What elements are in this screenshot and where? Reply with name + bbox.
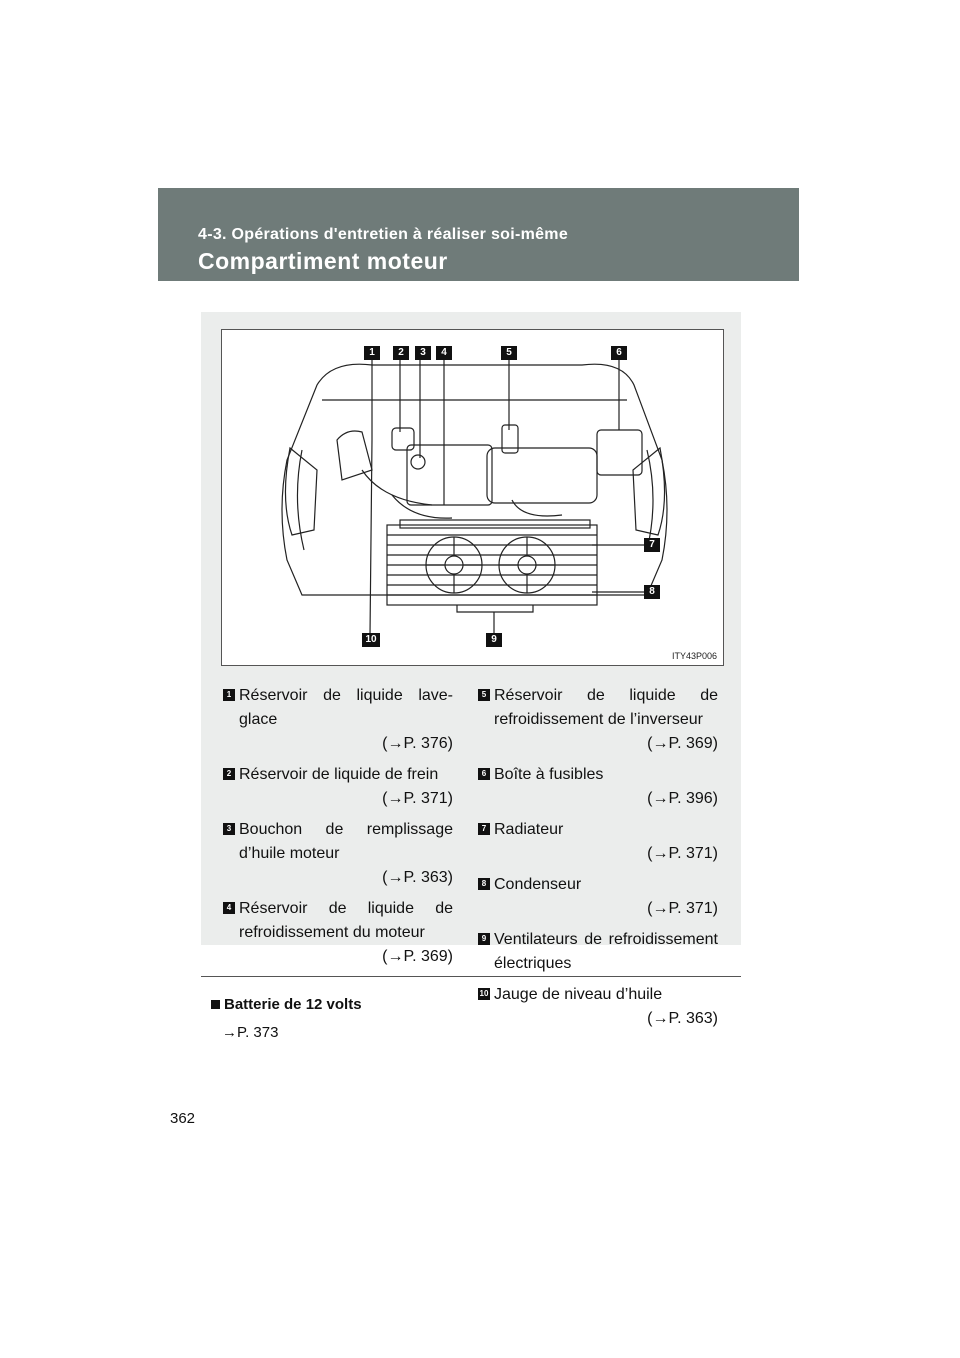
legend-number: 2 — [223, 768, 235, 780]
legend-item — [478, 763, 718, 811]
legend-page-ref: (→P. 396) — [647, 790, 718, 807]
callout-5: 5 — [501, 346, 517, 360]
legend-number: 4 — [223, 902, 235, 914]
callout-6: 6 — [611, 346, 627, 360]
legend-text: Radiateur — [494, 821, 564, 838]
legend-page-ref: (→P. 371) — [647, 845, 718, 862]
legend-right — [478, 684, 718, 1038]
callout-7: 7 — [644, 538, 660, 552]
legend-page-ref: (→P. 369) — [647, 735, 718, 752]
legend-page-ref: (→P. 369) — [382, 948, 453, 965]
legend-page-ref: (→P. 363) — [382, 869, 453, 886]
legend-text: Boîte à fusibles — [494, 766, 604, 783]
legend-page-ref: (→P. 363) — [647, 1010, 718, 1027]
legend-item — [478, 873, 718, 921]
legend-number: 7 — [478, 823, 490, 835]
legend-page-ref: (→P. 371) — [382, 790, 453, 807]
page-title: Compartiment moteur — [198, 248, 448, 274]
engine-drawing — [222, 330, 723, 665]
legend-item — [223, 763, 453, 811]
note-title-text: Batterie de 12 volts — [224, 996, 362, 1013]
legend-text: Condenseur — [494, 876, 582, 893]
note-page-ref: →P. 373 — [222, 1024, 279, 1041]
legend-number: 8 — [478, 878, 490, 890]
legend-text: Réservoir de liquide de refroidissement de l’inverseur — [494, 687, 718, 728]
legend-number: 5 — [478, 689, 490, 701]
callout-10: 10 — [362, 633, 380, 647]
callout-9: 9 — [486, 633, 502, 647]
legend-text: Bouchon de remplissage d’huile moteur — [239, 821, 453, 862]
legend-text: Réservoir de liquide de refroidissement du moteur — [239, 900, 453, 941]
legend-text: Réservoir de liquide lave-glace — [239, 687, 453, 728]
legend-number: 3 — [223, 823, 235, 835]
callout-2: 2 — [393, 346, 409, 360]
square-bullet-icon — [211, 1000, 220, 1009]
note-title — [211, 996, 362, 1013]
section-label: 4-3. Opérations d'entretien à réaliser soi-même — [198, 226, 569, 243]
legend-left — [223, 684, 453, 976]
legend-page-ref: (→P. 376) — [382, 735, 453, 752]
legend-item — [478, 983, 718, 1031]
figure-code: ITY43P006 — [671, 651, 717, 661]
divider — [201, 976, 741, 977]
legend-item — [223, 818, 453, 890]
callout-4: 4 — [436, 346, 452, 360]
callout-3: 3 — [415, 346, 431, 360]
legend-number: 6 — [478, 768, 490, 780]
legend-text: Réservoir de liquide de frein — [239, 766, 439, 783]
engine-compartment-illustration — [221, 329, 724, 666]
section-header — [158, 188, 799, 281]
legend-number: 10 — [479, 989, 489, 998]
legend-text: Jauge de niveau d’huile — [494, 986, 663, 1003]
legend-item — [223, 684, 453, 756]
legend-item — [223, 897, 453, 969]
legend-text: Ventilateurs de refroidissement électriques — [494, 931, 718, 972]
page-number: 362 — [170, 1110, 196, 1127]
legend-item — [478, 928, 718, 976]
legend-number: 1 — [223, 689, 235, 701]
legend-item — [478, 818, 718, 866]
callout-1: 1 — [364, 346, 380, 360]
legend-number: 9 — [478, 933, 490, 945]
legend-item — [478, 684, 718, 756]
callout-8: 8 — [644, 585, 660, 599]
legend-page-ref: (→P. 371) — [647, 900, 718, 917]
